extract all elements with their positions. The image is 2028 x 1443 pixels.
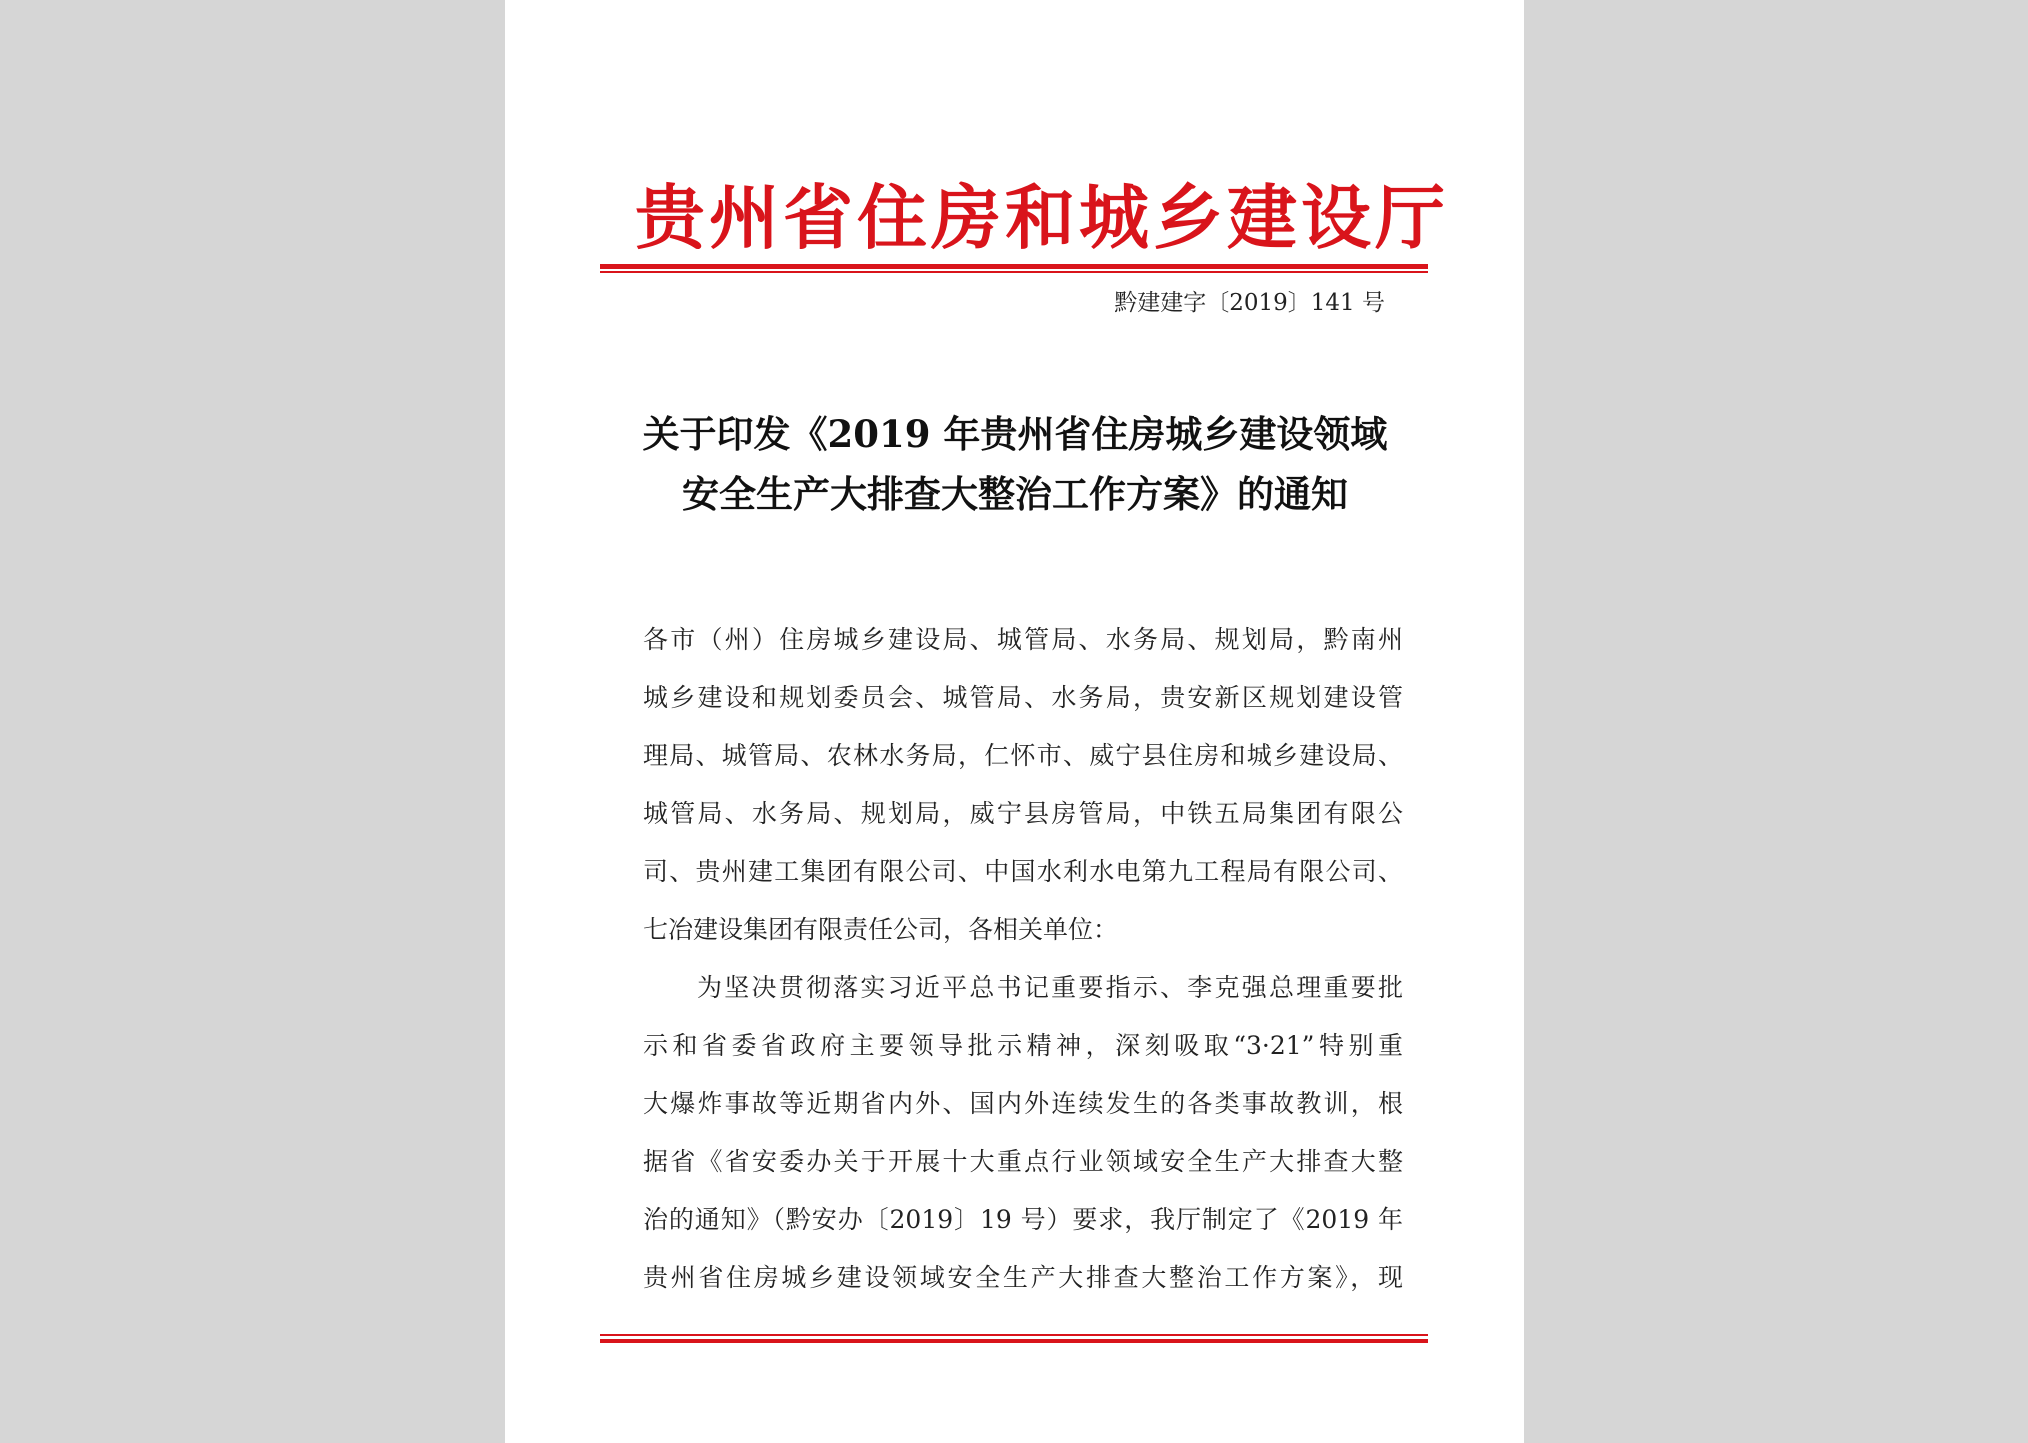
body-text-line: 大爆炸事故等近期省内外、国内外连续发生的各类事故教训，根 <box>643 1089 1403 1118</box>
masthead-title: 贵州省住房和城乡建设厅 <box>635 176 1449 259</box>
document-title-line-1: 关于印发《2019 年贵州省住房城乡建设领域 <box>642 412 1388 456</box>
document-number: 黔建建字〔2019〕141 号 <box>1114 290 1385 316</box>
body-text-line: 各市（州）住房城乡建设局、城管局、水务局、规划局，黔南州 <box>643 625 1403 654</box>
body-text-line: 据省《省安委办关于开展十大重点行业领域安全生产大排查大整 <box>643 1147 1403 1176</box>
body-text-line: 司、贵州建工集团有限公司、中国水利水电第九工程局有限公司、 <box>643 857 1403 886</box>
body-text-line: 城乡建设和规划委员会、城管局、水务局，贵安新区规划建设管 <box>643 683 1403 712</box>
body-text-line: 治的通知》（黔安办〔2019〕19 号）要求，我厅制定了《2019 年 <box>643 1205 1403 1234</box>
body-text-line: 为坚决贯彻落实习近平总书记重要指示、李克强总理重要批 <box>697 973 1403 1002</box>
footer-divider-thick <box>600 1339 1428 1343</box>
masthead-divider-thin <box>600 271 1428 273</box>
body-text-line: 城管局、水务局、规划局，威宁县房管局，中铁五局集团有限公 <box>643 799 1403 828</box>
document-title-line-2: 安全生产大排查大整治工作方案》的通知 <box>682 472 1348 516</box>
footer-divider-thin <box>600 1334 1428 1336</box>
body-text-line: 示和省委省政府主要领导批示精神，深刻吸取“3·21”特别重 <box>643 1031 1403 1060</box>
body-text-line: 贵州省住房城乡建设领域安全生产大排查大整治工作方案》，现 <box>643 1263 1403 1292</box>
body-text-line: 理局、城管局、农林水务局，仁怀市、威宁县住房和城乡建设局、 <box>643 741 1403 770</box>
masthead-divider-thick <box>600 264 1428 269</box>
body-text-line: 七冶建设集团有限责任公司，各相关单位： <box>643 915 1119 944</box>
